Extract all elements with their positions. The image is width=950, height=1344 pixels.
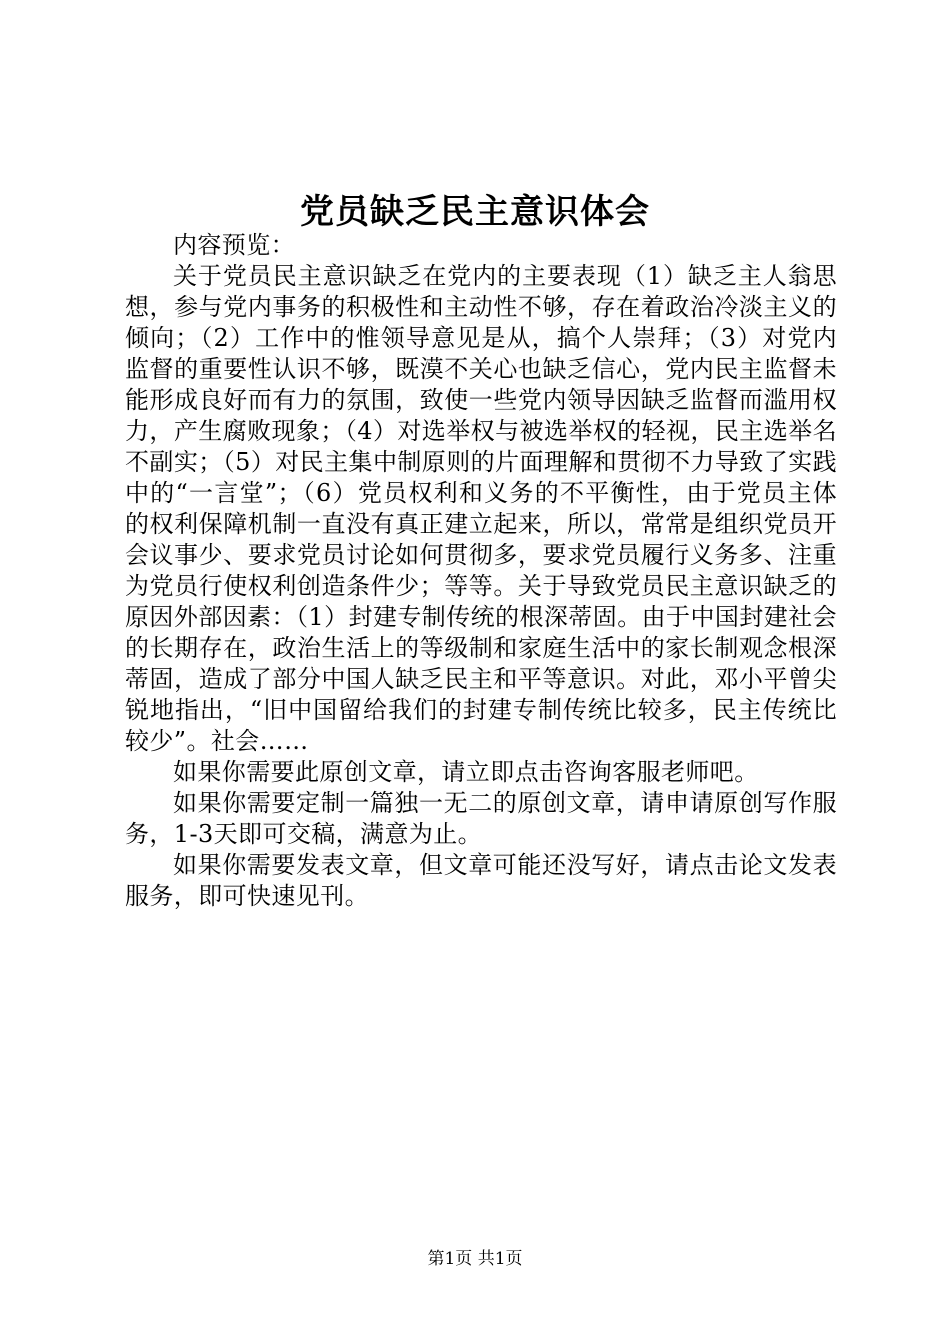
document-title: 党员缺乏民主意识体会 — [300, 192, 650, 232]
preview-content: 关于党员民主意识缺乏在党内的主要表现（1）缺乏主人翁思想，参与党内事务的积极性和主动性不够，存在着政治冷淡主义的倾向；（2）工作中的惟领导意见是从，搞个人崇拜；（3）对党内监督的重要性认识不够，既漠不关心也缺乏信心，党内民主监督未能形成良好而有力的氛围，致使一些党内领导因缺乏监督而滥用权力，产生腐败现象；（4）对选举权与被选举权的轻视，民主选举名不副实；（5）对民主集中制原则的片面理解和贯彻不力导致了实践中的“一言堂”；（6）党员权利和义务的不平衡性，由于党员主体的权利保障机制一直没有真正建立起来，所以，常常是组织党员开会议事少、要求党员讨论如何贯彻多，要求党员履行义务多、注重为党员行使权利创造条件少；等等。关于导致党员民主意识缺乏的原因外部因素：（1）封建专制传统的根深蒂固。由于中国封建社会的长期存在，政治生活上的等级制和家庭生活中的家长制观念根深蒂固，造成了部分中国人缺乏民主和平等意识。对此，邓小平曾尖锐地指出，“旧中国留给我们的封建专制传统比较多，民主传统比较少”。社会…… — [125, 262, 837, 755]
page-number-footer: 第1页 共1页 — [427, 1249, 523, 1269]
preview-label: 内容预览： — [173, 231, 295, 259]
original-article-notice: 如果你需要此原创文章，请立即点击咨询客服老师吧。 — [173, 758, 759, 786]
document-body — [125, 230, 837, 912]
publishing-service-notice: 如果你需要发表文章，但文章可能还没写好，请点击论文发表服务，即可快速见刊。 — [125, 851, 837, 910]
custom-writing-notice: 如果你需要定制一篇独一无二的原创文章，请申请原创写作服务，1-3天即可交稿，满意为止。 — [125, 789, 837, 848]
